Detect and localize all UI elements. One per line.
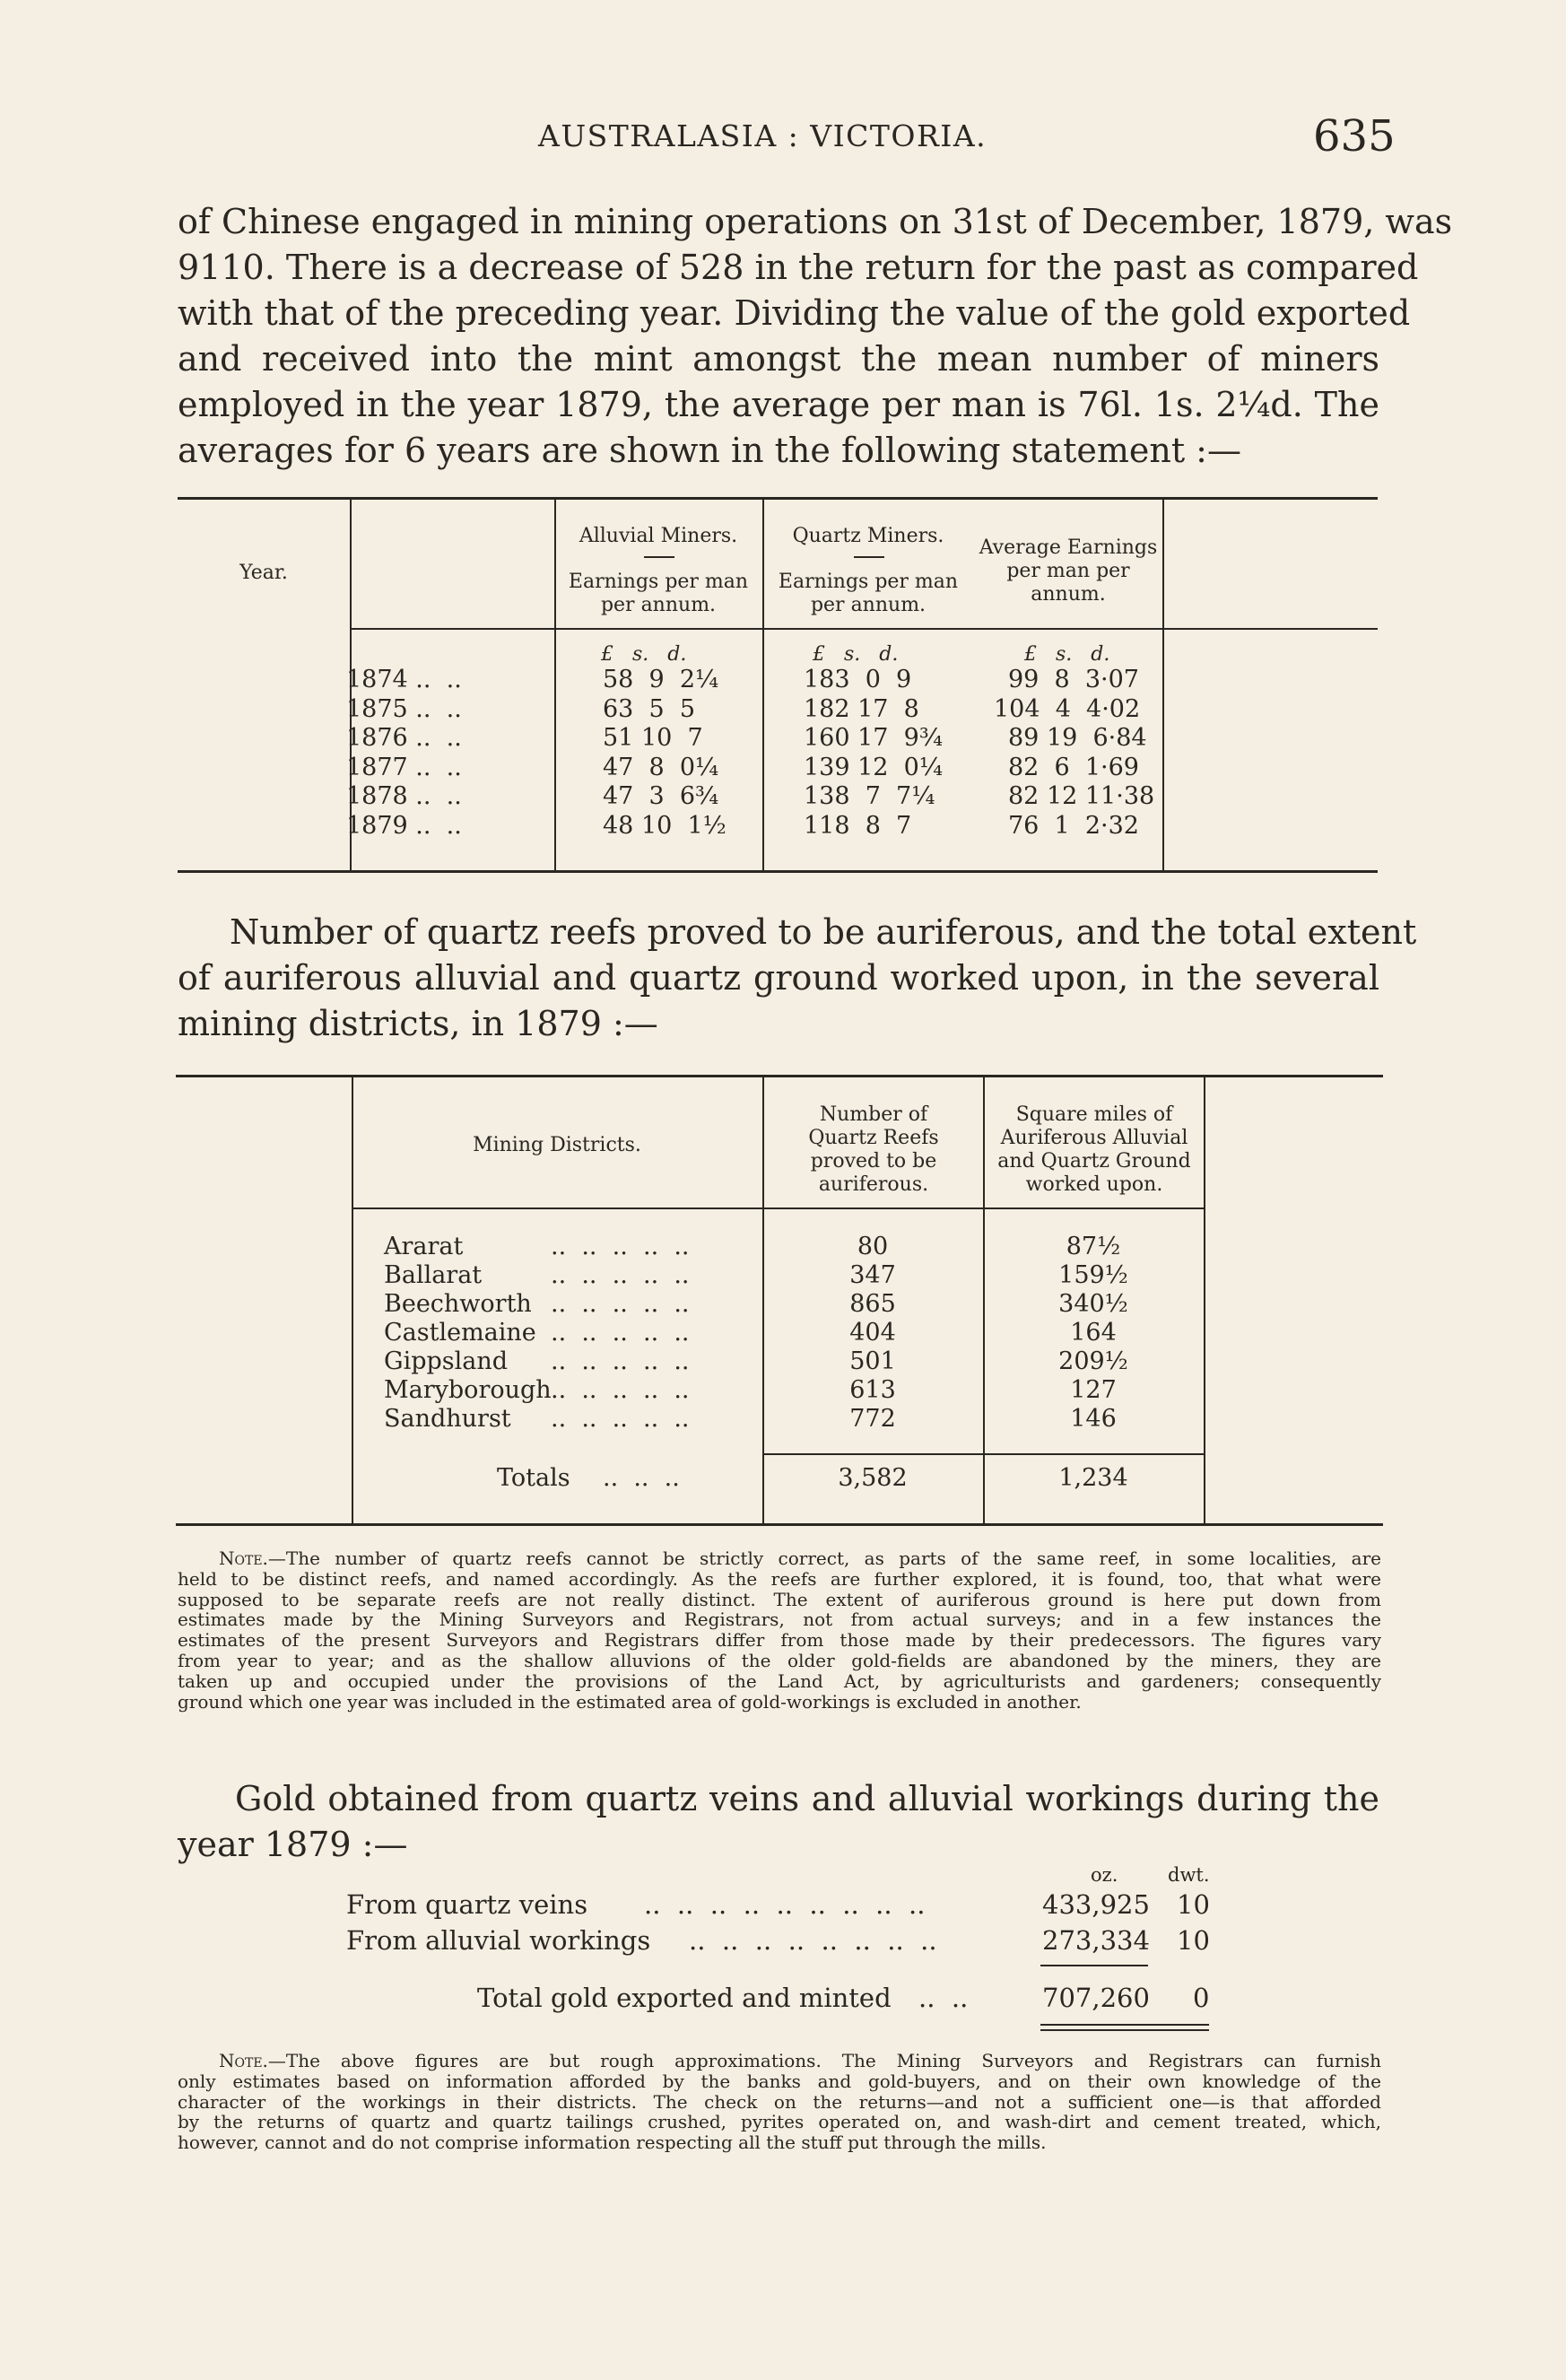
units-quartz: £ s. d.: [813, 643, 899, 666]
reefs-cell: 865: [849, 1290, 896, 1318]
note-line: —The above figures are but rough approximations. The Mining Surveyors and Registrars can furnish: [267, 2050, 1381, 2071]
district-name: Ballarat: [384, 1261, 483, 1289]
note-line: held to be distinct reefs, and named accordingly. As the reefs are further explored, it is found, too, that what were: [178, 1567, 1381, 1590]
quartz-cell: 160 17 9¾: [804, 724, 943, 752]
quartz-cell: 138 7 7¼: [804, 782, 935, 810]
text-line: with that of the preceding year. Dividing the value of the gold exported: [178, 293, 1411, 333]
intro-paragraph: [178, 199, 1453, 474]
note-line: taken up and occupied under the provisions of the Land Act, by agriculturists and gardeners; consequently: [178, 1669, 1381, 1692]
year-cell: 1879 .. ..: [346, 811, 462, 840]
leader-dots: .. .. .. .. ..: [551, 1405, 690, 1433]
year-cell: 1877 .. ..: [346, 753, 462, 781]
leader-dots: .. .. .. .. ..: [551, 1347, 690, 1375]
reefs-cell: 772: [849, 1405, 896, 1433]
district-name: Maryborough: [384, 1376, 552, 1404]
header-quartz-miners: Quartz Miners.: [792, 525, 944, 547]
totals-reefs: 3,582: [838, 1464, 908, 1492]
average-cell: 89 19 6·84: [1008, 724, 1147, 752]
gold-dwt: 10: [1177, 1925, 1210, 1956]
year-cell: 1874 .. ..: [346, 666, 462, 693]
year-cell: 1878 .. ..: [346, 782, 462, 810]
gold-row-label: From alluvial workings: [346, 1925, 651, 1956]
reefs-cell: 347: [849, 1261, 896, 1289]
quartz-cell: 183 0 9: [804, 666, 912, 693]
note-line: by the returns of quartz and quartz tailings crushed, pyrites operated on, and wash-dirt and cement treated, which,: [178, 2111, 1381, 2133]
area-cell: 146: [1070, 1405, 1117, 1433]
text-line: mining districts, in 1879 :—: [178, 1004, 658, 1043]
gold-total-label: Total gold exported and minted: [477, 1983, 892, 2013]
year-cell: 1875 .. ..: [346, 694, 462, 723]
area-cell: 340½: [1058, 1290, 1128, 1318]
alluvial-cell: 48 10 1½: [603, 811, 726, 840]
note-gold: [178, 2051, 1381, 2153]
header-bottom-rule: [352, 1207, 1204, 1209]
note-label: Note.: [219, 1547, 268, 1569]
leader-dots: .. .. .. .. ..: [551, 1319, 690, 1347]
alluvial-cell: 47 8 0¼: [603, 753, 719, 781]
text-line: Gold obtained from quartz veins and alluvial workings during the: [235, 1779, 1379, 1818]
gold-total-oz: 707,260: [1042, 1983, 1150, 2013]
header-mining-districts: Mining Districts.: [473, 1134, 641, 1156]
header-bottom-rule: [350, 628, 1378, 630]
header-average-earnings: Average Earnings per man per annum.: [979, 536, 1158, 606]
header-reefs: Number of Quartz Reefs proved to be auriferous.: [808, 1103, 939, 1196]
district-name: Castlemaine: [384, 1319, 536, 1347]
table-top-rule: [176, 1075, 1383, 1077]
note-reefs: [178, 1548, 1381, 1712]
unit-dwt: dwt.: [1168, 1864, 1210, 1886]
note-line: supposed to be separate reefs are not really distinct. The extent of auriferous ground is here put down from: [178, 1588, 1381, 1610]
leader-dots: .. .. .. .. .. .. .. .. ..: [644, 1889, 926, 1920]
districts-table: [176, 1075, 1383, 1523]
average-cell: 104 4 4·02: [994, 694, 1141, 723]
note-label: Note.: [219, 2050, 268, 2071]
note-line: from year to year; and as the shallow alluvions of the older gold-fields are abandoned by the miners, they are: [178, 1649, 1381, 1671]
area-cell: 159½: [1058, 1261, 1128, 1289]
note-line: character of the workings in their districts. The check on the returns—and not a sufficient one—is that afforded: [178, 2090, 1381, 2113]
leader-dots: .. .. .. .. ..: [551, 1261, 690, 1289]
average-cell: 99 8 3·07: [1008, 666, 1139, 693]
header-quartz-earnings: Earnings per man per annum.: [778, 571, 959, 616]
column-divider: [1162, 499, 1164, 870]
leader-dots: .. .. .. .. ..: [551, 1376, 690, 1404]
gold-dwt: 10: [1177, 1889, 1210, 1920]
sum-rule: [1040, 1965, 1148, 1966]
totals-area: 1,234: [1058, 1464, 1128, 1492]
text-line: 9110. There is a decrease of 528 in the return for the past as compared: [178, 248, 1419, 287]
text-line: and received into the mint amongst the mean number of miners: [178, 339, 1379, 379]
gold-row-label: From quartz veins: [346, 1889, 588, 1920]
area-cell: 87½: [1066, 1233, 1121, 1260]
reefs-cell: 501: [849, 1347, 896, 1375]
unit-oz: oz.: [1091, 1864, 1118, 1886]
leader-dots: .. .. ..: [603, 1464, 680, 1492]
alluvial-cell: 47 3 6¾: [603, 782, 719, 810]
header-year: Year.: [239, 562, 288, 584]
district-name: Sandhurst: [384, 1405, 511, 1433]
total-double-rule: [1040, 2029, 1209, 2031]
leader-dots: .. .. .. .. ..: [551, 1290, 690, 1318]
units-average: £ s. d.: [1024, 643, 1110, 666]
reefs-paragraph: [178, 910, 1417, 1047]
quartz-cell: 182 17 8: [804, 694, 919, 723]
text-line: of Chinese engaged in mining operations on 31st of December, 1879, was: [178, 202, 1453, 241]
total-double-rule: [1040, 2024, 1209, 2026]
gold-paragraph: [178, 1776, 1379, 1868]
leader-dots: .. .. .. .. .. .. .. ..: [689, 1925, 937, 1956]
leader-dots: .. .. .. .. ..: [551, 1233, 690, 1260]
year-cell: 1876 .. ..: [346, 724, 462, 752]
alluvial-cell: 63 5 5: [603, 694, 696, 723]
reefs-cell: 613: [849, 1376, 896, 1404]
column-divider: [1204, 1077, 1205, 1523]
quartz-cell: 118 8 7: [804, 811, 912, 840]
gold-total-dwt: 0: [1193, 1983, 1210, 2013]
text-line: of auriferous alluvial and quartz ground worked upon, in the several: [178, 958, 1379, 998]
table-top-rule: [178, 497, 1378, 500]
area-cell: 209½: [1058, 1347, 1128, 1375]
reefs-cell: 404: [849, 1319, 896, 1347]
area-cell: 127: [1070, 1376, 1117, 1404]
reefs-cell: 80: [857, 1233, 889, 1260]
alluvial-cell: 58 9 2¼: [603, 666, 719, 693]
text-line: year 1879 :—: [178, 1825, 408, 1864]
note-line: only estimates based on information afforded by the banks and gold-buyers, and on their own knowledge of the: [178, 2070, 1381, 2092]
header-short-rule: [644, 556, 674, 558]
average-cell: 82 6 1·69: [1008, 753, 1139, 781]
note-line: estimates made by the Mining Surveyors and Registrars, not from actual surveys; and in a few instances the: [178, 1608, 1381, 1631]
area-cell: 164: [1070, 1319, 1117, 1347]
text-line: employed in the year 1879, the average per man is 76l. 1s. 2¼d. The: [178, 385, 1379, 424]
table-bottom-rule: [178, 870, 1378, 873]
units-alluvial: £ s. d.: [601, 643, 687, 666]
header-alluvial-miners: Alluvial Miners.: [579, 525, 738, 547]
header-short-rule: [854, 556, 884, 558]
text-line: Number of quartz reefs proved to be auriferous, and the total extent: [230, 912, 1417, 952]
average-cell: 82 12 11·38: [1008, 782, 1155, 810]
note-line: estimates of the present Surveyors and Registrars differ from those made by their predecessors. The figures vary: [178, 1629, 1381, 1652]
column-divider: [554, 499, 556, 870]
page-number: 635: [1313, 111, 1396, 161]
note-line: however, cannot and do not comprise information respecting all the stuff put through the mills.: [178, 2132, 1047, 2154]
alluvial-cell: 51 10 7: [603, 724, 703, 752]
district-name: Gippsland: [384, 1347, 509, 1375]
quartz-cell: 139 12 0¼: [804, 753, 943, 781]
gold-oz: 433,925: [1042, 1889, 1150, 1920]
table-bottom-rule: [176, 1523, 1383, 1526]
header-alluvial-earnings: Earnings per man per annum.: [568, 571, 749, 616]
text-line: averages for 6 years are shown in the following statement :—: [178, 431, 1241, 470]
district-name: Ararat: [384, 1233, 464, 1260]
average-cell: 76 1 2·32: [1008, 811, 1139, 840]
earnings-table: [178, 497, 1378, 874]
running-title: AUSTRALASIA : VICTORIA.: [538, 118, 987, 153]
leader-dots: .. ..: [918, 1983, 969, 2013]
header-area: Square miles of Auriferous Alluvial and Quartz Ground worked upon.: [997, 1103, 1191, 1196]
note-line: —The number of quartz reefs cannot be strictly correct, as parts of the same reef, in some localities, are: [267, 1547, 1381, 1569]
note-line: ground which one year was included in the estimated area of gold-workings is excluded in another.: [178, 1690, 1082, 1713]
totals-label: Totals: [497, 1464, 570, 1492]
column-divider: [762, 499, 764, 870]
gold-oz: 273,334: [1042, 1925, 1150, 1956]
district-name: Beechworth: [384, 1290, 532, 1318]
